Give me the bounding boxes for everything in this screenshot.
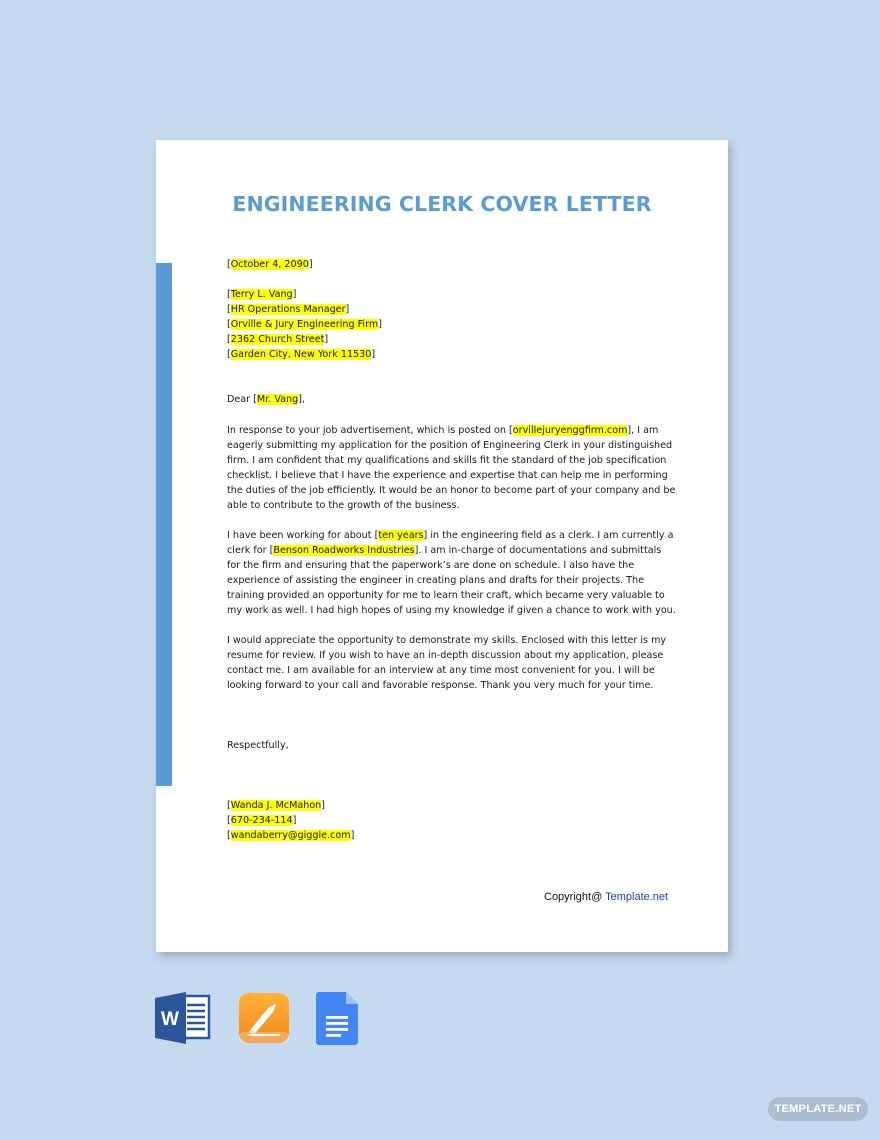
- pages-icon[interactable]: [238, 992, 290, 1049]
- salutation-name: Mr. Vang: [256, 394, 299, 405]
- sender-name: [Wanda J. McMahon]: [227, 800, 326, 811]
- sender-email: [wandaberry@giggle.com]: [227, 830, 355, 841]
- template-net-badge[interactable]: TEMPLATE.NET: [768, 1097, 868, 1121]
- website-value: orvillejuryenggfirm.com: [512, 425, 628, 436]
- recipient-name: [Terry L. Vang]: [227, 289, 297, 300]
- years-value: ten years: [378, 530, 424, 541]
- sender-phone: [670-234-114]: [227, 815, 297, 826]
- sender-block: [227, 798, 677, 843]
- recipient-street: [2362 Church Street]: [227, 334, 329, 345]
- svg-text:W: W: [161, 1009, 179, 1030]
- letter-title: ENGINEERING CLERK COVER LETTER: [232, 192, 652, 216]
- paragraph-1: In response to your job advertisement, which is posted on [orvillejuryenggfirm.com], I am eagerly submitting my application for the position of Engineering Clerk in your distinguished firm. I am confident that my qualifications and skills fit the standard of the job specification checklist. I believe that I have the experience and expertise that can help me in performing the duties of the job efficiently. It would be an honor to become part of your company and be able to contribute to the growth of the business.: [227, 425, 676, 511]
- paragraph-2: I have been working for about [ten years] in the engineering field as a clerk. I am currently a clerk for [Benson Roadworks Industries]. I am in-charge of documentations and submittals for the firm and ensuring that the paperwork’s are done on schedule. I also have the experience of assisting the engineer in creating plans and drafts for their projects. The training provided an opportunity for me to learn their craft, which became very valuable to my work as well. I had high hopes of using my knowledge if given a chance to work with you.: [227, 530, 676, 616]
- paragraph-3: I would appreciate the opportunity to demonstrate my skills. Enclosed with this letter is my resume for review. If you wish to have an in-depth discussion about my application, please contact me. I am available for an interview at any time most convenient for you. I will be looking forward to your call and favorable response. Thank you very much for your time.: [227, 635, 667, 691]
- letter-date: [October 4, 2090]: [227, 259, 313, 270]
- word-icon[interactable]: [155, 992, 211, 1049]
- google-docs-icon[interactable]: [316, 992, 360, 1051]
- recipient-position: [HR Operations Manager]: [227, 304, 350, 315]
- recipient-company: [Orville & Jury Engineering Firm]: [227, 319, 382, 330]
- employer-value: Benson Roadworks Industries: [273, 545, 415, 556]
- accent-bar: [156, 263, 172, 786]
- closing: Respectfully,: [227, 740, 289, 751]
- recipient-city: [Garden City, New York 11530]: [227, 349, 376, 360]
- recipient-block: [227, 287, 677, 362]
- copyright-link[interactable]: Template.net: [605, 891, 669, 903]
- date-value: October 4, 2090: [230, 259, 309, 270]
- letter-page: [156, 140, 728, 952]
- copyright-line: Copyright@ Template.net: [544, 891, 669, 903]
- salutation: Dear [Mr. Vang],: [227, 394, 306, 405]
